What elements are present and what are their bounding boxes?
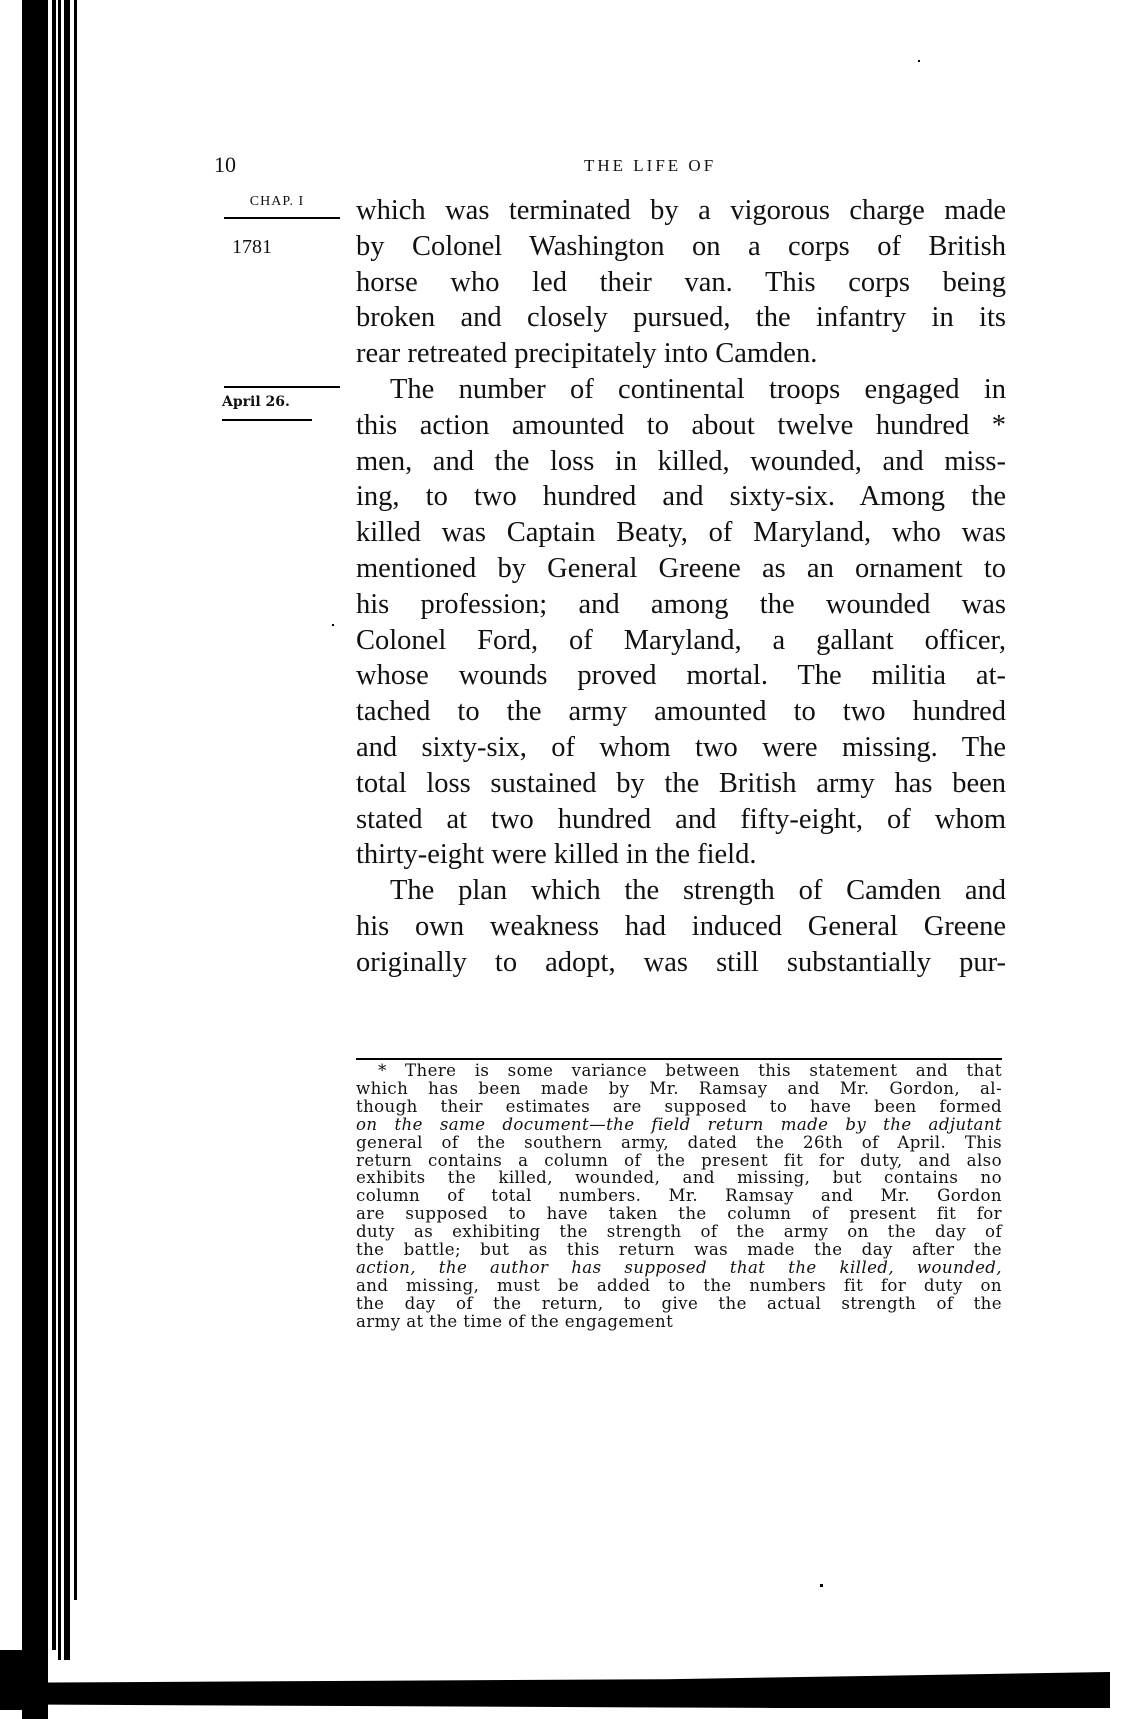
footnote-line: on the same document—the field return made by the adjutant (356, 1114, 1002, 1134)
footnote-line: though their estimates are supposed to have been formed (356, 1096, 1002, 1116)
margin-chapter: CHAP. I (249, 194, 305, 209)
body-line: whose wounds proved mortal. The militia at- (356, 660, 1006, 692)
footnote-line: army at the time of the engagement (356, 1311, 674, 1331)
body-line: tached to the army amounted to two hundred (356, 696, 1006, 728)
footnote-line: duty as exhibiting the strength of the army on the day of (356, 1222, 1002, 1242)
margin-rule (222, 419, 312, 421)
body-line: stated at two hundred and fifty-eight, of whom (356, 803, 1006, 835)
body-line: and sixty-six, of whom two were missing. The (356, 731, 1006, 763)
footnote-line: column of total numbers. Mr. Ramsay and Mr. Gordon (356, 1186, 1002, 1206)
body-line: The number of continental troops engaged in (390, 373, 1006, 405)
footnote-line: * There is some variance between this statement and that (378, 1061, 1002, 1080)
margin-rule (224, 217, 340, 219)
page-number: 10 (214, 152, 236, 177)
page-header (214, 152, 1006, 180)
footnote-line: exhibits the killed, wounded, and missing, but contains no (356, 1168, 1002, 1188)
body-line: ing, to two hundred and sixty-six. Among the (356, 481, 1006, 513)
body-line: total loss sustained by the British army has been (356, 767, 1006, 799)
footnote-line: the day of the return, to give the actual strength of the (356, 1293, 1002, 1313)
footnote-line: which has been made by Mr. Ramsay and Mr. Gordon, al- (356, 1078, 1002, 1098)
scan-speck (918, 60, 920, 62)
body-line: The plan which the strength of Camden and (390, 875, 1006, 907)
body-text (356, 193, 1006, 981)
running-head: THE LIFE OF (584, 156, 717, 175)
scan-speck (820, 1584, 823, 1587)
body-line: men, and the loss in killed, wounded, and miss- (356, 445, 1006, 477)
footnote-line: action, the author has supposed that the killed, wounded, (356, 1257, 1002, 1277)
margin-year: 1781 (232, 236, 272, 258)
footnote-line: the battle; but as this return was made the day after the (356, 1240, 1002, 1260)
body-line: broken and closely pursued, the infantry in its (356, 302, 1006, 334)
body-line: killed was Captain Beaty, of Maryland, who was (356, 517, 1006, 549)
scan-speck (332, 624, 334, 626)
body-line: his profession; and among the wounded was (356, 588, 1006, 620)
body-line: Colonel Ford, of Maryland, a gallant officer, (356, 624, 1006, 656)
body-line: originally to adopt, was still substantially pur- (356, 946, 1006, 978)
footnote-rule (356, 1058, 1002, 1060)
footnote-line: return contains a column of the present fit for duty, and also (356, 1150, 1002, 1170)
margin-date-note: April 26. (222, 394, 290, 410)
body-line: which was terminated by a vigorous charge made (356, 195, 1006, 226)
footnote (356, 1062, 1002, 1331)
body-line: by Colonel Washington on a corps of British (356, 230, 1006, 262)
body-line: this action amounted to about twelve hundred * (356, 409, 1006, 441)
footnote-line: general of the southern army, dated the 26th of April. This (356, 1132, 1002, 1152)
margin-rule (224, 386, 340, 388)
footnote-line: and missing, must be added to the numbers fit for duty on (356, 1275, 1002, 1295)
body-line: rear retreated precipitately into Camden. (356, 338, 818, 370)
scan-bottom-shadow (0, 1672, 1110, 1708)
body-line: his own weakness had induced General Greene (356, 910, 1006, 942)
footnote-line: are supposed to have taken the column of present fit for (356, 1204, 1002, 1224)
body-line: thirty-eight were killed in the field. (356, 839, 757, 871)
body-line: mentioned by General Greene as an ornament to (356, 552, 1006, 584)
body-line: horse who led their van. This corps being (356, 266, 1006, 298)
